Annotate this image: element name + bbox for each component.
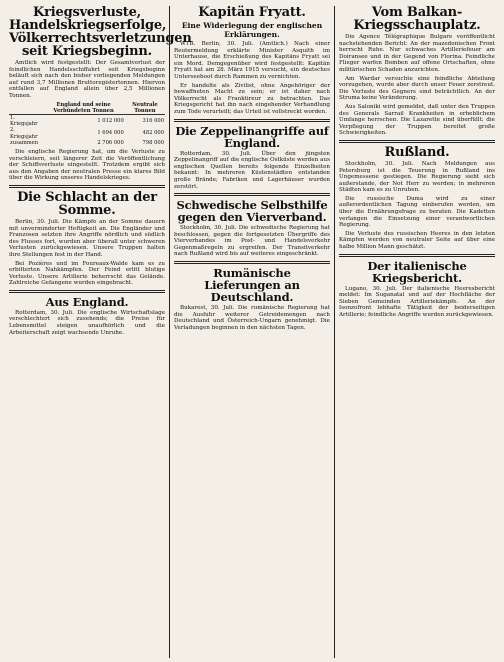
headline-schwedische-selbsthilfe: Schwedische Selbsthilfe gegen den Vierverband. — [176, 198, 328, 225]
section-divider — [9, 290, 165, 293]
article-paragraph: Er handelte als Zivilist, ohne Angehöriger der bewaffneten Macht zu sein; er ist daher nach Völkerrecht als Franktireur zu betrachten. Das Kriegsgericht hat ihn nach eingehender Verhandlung zum Tode verurteilt; das Urteil ist vollstreckt worden. — [174, 82, 330, 115]
table-cell: 2. Kriegsjahr — [10, 127, 38, 140]
article-paragraph: Stockholm, 30. Juli. Nach Meldungen aus Petersburg ist die Teuerung in Rußland ins Ungemessene gestiegen. Die Regierung sieht sich außerstande, der Not Herr zu werden; in mehreren Städten kam es zu Unruhen. — [339, 160, 495, 194]
article-paragraph: Rotterdam, 30. Juli. Über den jüngsten Zeppelinangriff auf die englische Ostküste werden aus englischen Quellen bereits folgende Einzelheiten bekannt: In mehreren Küstenstädten entstanden große Brände; Fabriken und Lagerhäuser wurden zerstört. — [174, 150, 330, 190]
article-paragraph: Stockholm, 30. Juli. Die schwedische Regierung hat beschlossen, gegen die fortgesetzten Übergriffe des Vierverbandes im Post- und Handelsverkehr Gegenmaßregeln zu ergreifen. Der Transitverkehr nach Rußland wird bis auf weiteres eingeschränkt. — [174, 225, 330, 258]
section-divider — [339, 140, 495, 143]
article-paragraph: Rotterdam, 30. Juli. Die englische Wirtschaftslage verschlechtert sich zusehends; die Preise für Lebensmittel steigen unaufhörlich und die Arbeiterschaft zeigt wachsende Unruhe. — [9, 309, 165, 336]
table-cell: 482 000 — [142, 130, 164, 137]
headline-kapitaen-fryatt: Kapitän Fryatt. — [198, 5, 306, 20]
section-divider — [174, 193, 330, 196]
table-header-cell — [9, 102, 42, 115]
article-paragraph: Die englische Regierung hat, um die Verluste zu verschleiern, seit längerer Zeit die Veröffentlichung der Schiffsverluste eingestellt. Trotzdem ergibt sich aus den Angaben der neutralen Presse ein klares Bild über die Wirkung unseres Handelskrieges. — [9, 148, 165, 182]
column-left — [5, 5, 192, 658]
article-paragraph: Die Agence Télégraphique Bulgare veröffentlicht nachstehenden Bericht: An der mazedonischen Front herrscht Ruhe. Nur schwaches Artilleriefeuer am Doiransee und in der Gegend von Florina. Feindliche Flieger warfen Bomben auf offene Ortschaften, ohne militärischen Schaden anzurichten. — [339, 34, 495, 73]
headline-russland: Rußland. — [384, 144, 450, 160]
table-cell: zusammen — [10, 139, 39, 146]
table-row — [9, 127, 165, 139]
section-divider — [174, 261, 330, 264]
article-paragraph: Bukarest, 30. Juli. Die rumänische Regierung hat die Ausfuhr weiterer Getreidemengen nach Deutschland und Österreich-Ungarn genehmigt. Die Verladungen beginnen in den nächsten Tagen. — [174, 305, 330, 331]
table-row — [9, 114, 165, 127]
loss-table — [9, 102, 165, 146]
column-right — [334, 6, 499, 658]
headline-zeppelinangriffe: Die Zeppelinangriffe auf England. — [175, 123, 329, 150]
headline-aus-england: Aus England. — [45, 294, 129, 309]
headline-rumaenische-lieferungen: Rumänische Lieferungen an Deutschland. — [204, 266, 300, 305]
article-paragraph: Lugano, 30. Juli. Der italienische Heeresbericht meldet: Im Suganatal und auf der Hochfläche der Sieben Gemeinden Artilleriekämpfe. An der Isonzofront lebhafte Tätigkeit der beiderseitigen Artillerie; feindliche Angriffe wurden zurückgewiesen. — [339, 285, 495, 318]
headline-kriegsverluste: Kriegsverluste, Handelskriegserfolge, Völkerrechtsverletzungen seit Kriegsbeginn. — [9, 5, 192, 59]
article-paragraph: Bei Pozières und im Foureaux-Walde kam es zu erbitterten Nahkämpfen. Der Feind erlitt blutige Verluste. Unsere Artillerie beherrscht das Gelände. Zahlreiche Gefangene wurden eingebracht. — [9, 260, 165, 287]
headline-balkan: Vom Balkan-Kriegsschauplatz. — [353, 5, 481, 33]
table-cell: 316 000 — [142, 118, 164, 125]
table-cell: 1. Kriegsjahr — [10, 114, 38, 128]
section-divider — [9, 185, 165, 188]
table-header-row — [9, 102, 165, 115]
table-cell: 1 694 000 — [97, 130, 124, 137]
section-divider — [339, 254, 495, 257]
table-header-cell: England und seine Verbündeten Tonnen — [42, 102, 124, 115]
article-paragraph: Am Wardar versuchte eine feindliche Abteilung vorzugehen, wurde aber durch unser Feuer zerstreut. Die Verluste des Gegners sind beträchtlich. An der Struma keine Veränderung. — [339, 75, 495, 102]
table-row — [9, 140, 165, 146]
table-cell: 798 000 — [142, 139, 164, 146]
article-paragraph: Berlin, 30. Juli. Die Kämpfe an der Somme dauern mit unverminderter Heftigkeit an. Die Engländer und Franzosen setzten ihre Angriffe nördlich und südlich des Flusses fort, wurden aber überall unter schweren Verlusten zurückgewiesen. Unsere Truppen halten ihre Stellungen fest in der Hand. — [9, 218, 165, 258]
column-middle — [169, 6, 334, 658]
article-paragraph: WTB. Berlin, 30. Juli. (Amtlich.) Nach einer Reutermeldung erklärte Minister Asquith im Unterhause, die Erschießung des Kapitäns Fryatt sei ein Mord. Demgegenüber wird festgestellt: Kapitän Fryatt hat am 28. März 1915 versucht, ein deutsches Unterseeboot durch Rammen zu vernichten. — [174, 41, 330, 80]
headline-italienischer-kriegsbericht: Der italienische Kriegsbericht. — [367, 258, 467, 285]
article-paragraph: Amtlich wird festgestellt: Der Gesamtverlust der feindlichen Handelsschiffahrt seit Kriegsbeginn beläuft sich nach den bisher vorliegenden Meldungen auf rund 3,7 Millionen Bruttoregistertonnen. Hiervon entfallen auf England allein über 2,5 Millionen Tonnen. — [9, 60, 165, 99]
table-header-cell: Neutrale Tonnen — [125, 102, 165, 115]
headline-somme: Die Schlacht an der Somme. — [17, 189, 157, 218]
article-paragraph: Aus Saloniki wird gemeldet, daß unter den Truppen des Generals Sarrail Krankheiten in erheblichem Umfange herrschen. Die Lazarette sind überfüllt; die Verpflegung der Truppen bereitet große Schwierigkeiten. — [339, 103, 495, 137]
columns — [5, 6, 499, 658]
section-divider — [174, 119, 330, 122]
table-cell: 1 012 000 — [97, 118, 124, 125]
subheadline: Eine Widerlegung der englischen Erklärungen. — [181, 21, 323, 39]
article-paragraph: Die russische Duma wird zu einer außerordentlichen Tagung einberufen werden, um über die Ernährungsfrage zu beraten. Die Kadetten verlangen die Einsetzung einer verantwortlichen Regierung. — [339, 195, 495, 229]
table-cell: 2 706 000 — [97, 139, 124, 146]
article-paragraph: Die Verluste des russischen Heeres in den letzten Kämpfen werden von neutraler Seite auf über eine halbe Million Mann geschätzt. — [339, 230, 495, 251]
